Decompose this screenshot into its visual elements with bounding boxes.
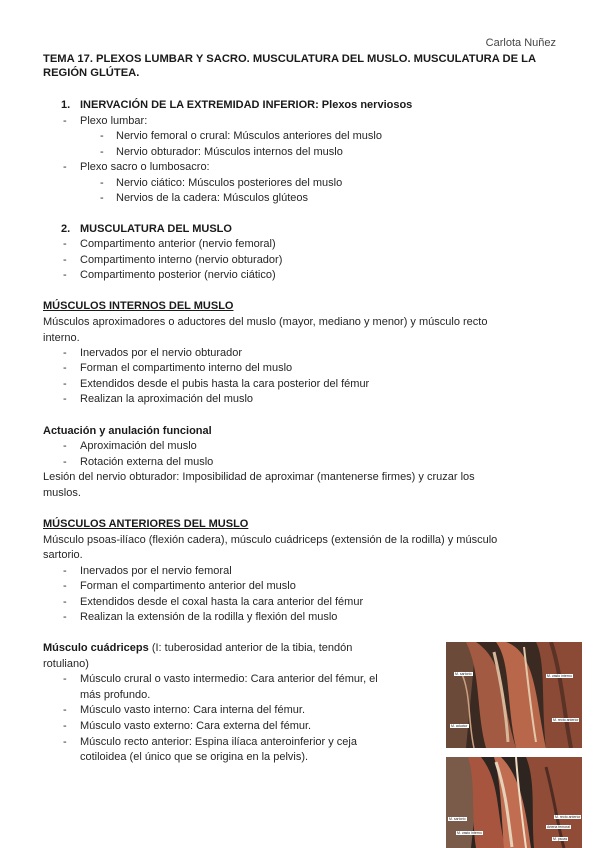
internal-intro: Músculos aproximadores o aductores del muslo (mayor, mediano y menor) y músculo recto bbox=[43, 316, 488, 328]
anterior-muscles-heading: MÚSCULOS ANTERIORES DEL MUSLO bbox=[43, 518, 249, 530]
list-item: Músculo crural o vasto intermedio: Cara anterior del fémur, el bbox=[80, 673, 378, 685]
bullet-dash: - bbox=[63, 393, 67, 405]
figure-label: M. psoas bbox=[553, 837, 568, 841]
bullet-dash: - bbox=[63, 704, 67, 716]
list-item: Compartimento interno (nervio obturador) bbox=[80, 254, 283, 266]
list-item: Inervados por el nervio obturador bbox=[80, 347, 243, 359]
section1-number: 1. bbox=[61, 99, 71, 111]
list-item: Inervados por el nervio femoral bbox=[80, 565, 232, 577]
bullet-dash: - bbox=[100, 177, 104, 189]
bullet-dash: - bbox=[63, 565, 67, 577]
bullet-dash: - bbox=[63, 269, 67, 281]
list-item: Compartimento anterior (nervio femoral) bbox=[80, 238, 276, 250]
list-item: Aproximación del muslo bbox=[80, 440, 197, 452]
list-item: Nervio femoral o crural: Músculos anteriores del muslo bbox=[116, 130, 382, 142]
figure-label: M. sartorio bbox=[449, 817, 466, 821]
list-item: Realizan la aproximación del muslo bbox=[80, 393, 254, 405]
list-item-cont: cotiloidea (el único que se origina en la pelvis). bbox=[80, 751, 309, 763]
bullet-dash: - bbox=[63, 596, 67, 608]
bullet-dash: - bbox=[63, 378, 67, 390]
list-item: Rotación externa del muslo bbox=[80, 456, 214, 468]
nerve-lesion-text-cont: muslos. bbox=[43, 487, 81, 499]
quadriceps-line bbox=[43, 641, 352, 655]
quadriceps-insertion-cont: rotuliano) bbox=[43, 658, 89, 670]
list-item: Músculo recto anterior: Espina ilíaca anteroinferior y ceja bbox=[80, 736, 357, 748]
list-item-cont: más profundo. bbox=[80, 689, 151, 701]
thigh-dissection-photo-1 bbox=[446, 642, 582, 748]
figure-label: M. vasto interno bbox=[547, 674, 572, 678]
quadriceps-heading: Músculo cuádriceps bbox=[43, 642, 149, 654]
figure-label: M. sartorio bbox=[455, 672, 472, 676]
figure-label: Arteria femoral bbox=[547, 825, 570, 829]
list-item: Nervio obturador: Músculos internos del muslo bbox=[116, 146, 343, 158]
list-item: Músculo vasto interno: Cara interna del fémur. bbox=[80, 704, 306, 716]
anterior-intro: Músculo psoas-ilíaco (flexión cadera), músculo cuádriceps (extensión de la rodilla) y músculo bbox=[43, 534, 498, 546]
section2-heading: MUSCULATURA DEL MUSLO bbox=[80, 223, 232, 235]
quadriceps-insertion: (I: tuberosidad anterior de la tibia, tendón bbox=[148, 642, 353, 654]
bullet-dash: - bbox=[63, 673, 67, 685]
anterior-intro-cont: sartorio. bbox=[43, 549, 83, 561]
bullet-dash: - bbox=[63, 580, 67, 592]
figure-label: M. recto anterior bbox=[553, 718, 579, 722]
bullet-dash: - bbox=[63, 115, 67, 127]
bullet-dash: - bbox=[63, 440, 67, 452]
section2-number: 2. bbox=[61, 223, 71, 235]
function-heading: Actuación y anulación funcional bbox=[43, 425, 212, 437]
list-item: Nervio ciático: Músculos posteriores del muslo bbox=[116, 177, 343, 189]
figure-label: M. aductor bbox=[451, 724, 468, 728]
nerve-lesion-text: Lesión del nervio obturador: Imposibilidad de aproximar (mantenerse firmes) y cruzar los bbox=[43, 471, 475, 483]
list-item: Forman el compartimento interno del muslo bbox=[80, 362, 293, 374]
bullet-dash: - bbox=[100, 146, 104, 158]
bullet-dash: - bbox=[63, 720, 67, 732]
thigh-dissection-illustration bbox=[446, 642, 582, 748]
bullet-dash: - bbox=[63, 456, 67, 468]
internal-muscles-heading: MÚSCULOS INTERNOS DEL MUSLO bbox=[43, 300, 234, 312]
section1-heading: INERVACIÓN DE LA EXTREMIDAD INFERIOR: Plexos nerviosos bbox=[80, 99, 413, 111]
figure-label: M. vasto interno bbox=[457, 831, 482, 835]
list-item: Extendidos desde el pubis hasta la cara posterior del fémur bbox=[80, 378, 370, 390]
document-title: TEMA 17. PLEXOS LUMBAR Y SACRO. MUSCULATURA DEL MUSLO. MUSCULATURA DE LA REGIÓN GLÚTEA. bbox=[43, 53, 536, 79]
bullet-dash: - bbox=[100, 130, 104, 142]
sacral-plexus: Plexo sacro o lumbosacro: bbox=[80, 161, 210, 173]
list-item: Músculo vasto externo: Cara externa del fémur. bbox=[80, 720, 312, 732]
list-item: Compartimento posterior (nervio ciático) bbox=[80, 269, 276, 281]
author-name: Carlota Nuñez bbox=[485, 37, 556, 49]
thigh-dissection-photo-2 bbox=[446, 757, 582, 848]
list-item: Realizan la extensión de la rodilla y flexión del muslo bbox=[80, 611, 338, 623]
list-item: Forman el compartimento anterior del muslo bbox=[80, 580, 296, 592]
bullet-dash: - bbox=[100, 192, 104, 204]
bullet-dash: - bbox=[63, 347, 67, 359]
bullet-dash: - bbox=[63, 611, 67, 623]
internal-intro-cont: interno. bbox=[43, 332, 80, 344]
figure-label: M. recto anterior bbox=[555, 815, 581, 819]
bullet-dash: - bbox=[63, 161, 67, 173]
list-item: Extendidos desde el coxal hasta la cara anterior del fémur bbox=[80, 596, 364, 608]
bullet-dash: - bbox=[63, 362, 67, 374]
list-item: Nervios de la cadera: Músculos glúteos bbox=[116, 192, 308, 204]
bullet-dash: - bbox=[63, 736, 67, 748]
bullet-dash: - bbox=[63, 254, 67, 266]
lumbar-plexus: Plexo lumbar: bbox=[80, 115, 148, 127]
bullet-dash: - bbox=[63, 238, 67, 250]
